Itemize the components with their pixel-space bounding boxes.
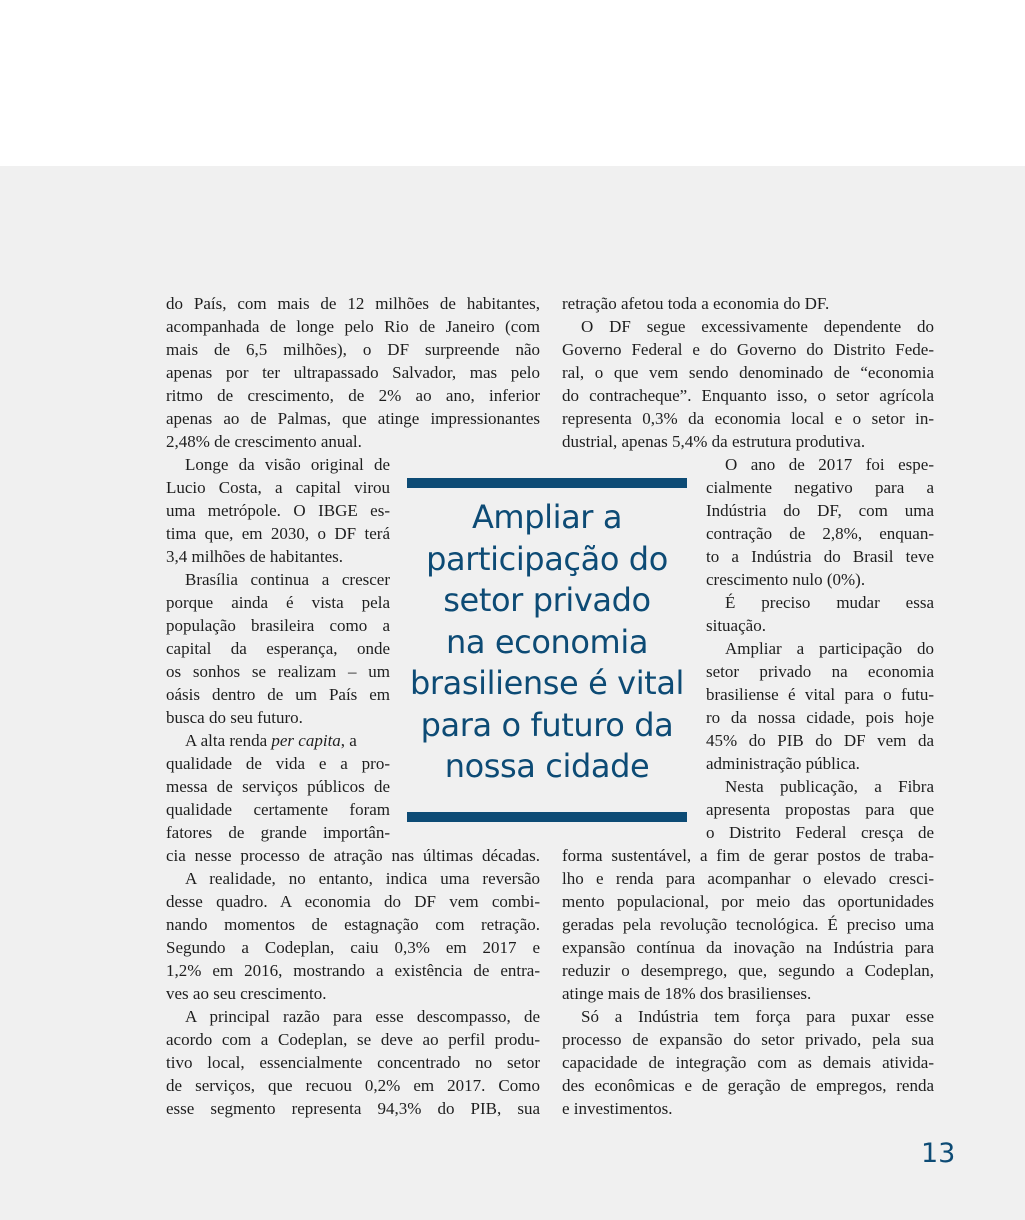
paragraph-line: brasiliense é vital para o futu- <box>706 685 934 704</box>
pull-quote-top-rule <box>407 478 687 488</box>
italic-term-per-capita: per capita <box>271 731 341 750</box>
paragraph-line: ves ao seu crescimento. <box>166 984 327 1003</box>
paragraph-line: crescimento nulo (0%). <box>706 570 866 589</box>
paragraph-line: Governo Federal e do Governo do Distrito Fede- <box>562 340 934 359</box>
paragraph-line: atinge mais de 18% dos brasilienses. <box>562 984 812 1003</box>
paragraph-line: qualidade certamente foram <box>166 800 390 819</box>
pull-quote-bottom-rule <box>407 812 687 822</box>
pull-quote-line: setor privado <box>443 581 651 619</box>
paragraph-line: mais de 6,5 milhões), o DF surpreende não <box>166 340 540 359</box>
paragraph-line: Ampliar a participação do <box>725 639 934 658</box>
paragraph-line: Segundo a Codeplan, caiu 0,3% em 2017 e <box>166 938 540 957</box>
paragraph-line: do contracheque”. Enquanto isso, o setor agrícola <box>562 386 934 405</box>
paragraph-line: capital da esperança, onde <box>166 639 390 658</box>
paragraph-line: É preciso mudar essa <box>725 593 934 612</box>
paragraph-line: O DF segue excessivamente dependente do <box>581 317 934 336</box>
paragraph-line: Indústria do DF, com uma <box>706 501 934 520</box>
paragraph-line: os sonhos se realizam – um <box>166 662 390 681</box>
paragraph-line: uma metrópole. O IBGE es- <box>166 501 390 520</box>
paragraph-line: oásis dentro de um País em <box>166 685 390 704</box>
page-number: 13 <box>921 1138 956 1169</box>
paragraph-line: mento populacional, por meio das oportunidades <box>562 892 934 911</box>
paragraph-line: Nesta publicação, a Fibra <box>725 777 934 796</box>
paragraph-line: ro da nossa cidade, pois hoje <box>706 708 934 727</box>
paragraph-line: o Distrito Federal cresça de <box>706 823 934 842</box>
paragraph-line: processo de expansão do setor privado, pela sua <box>562 1030 934 1049</box>
text-run: , a <box>340 731 357 750</box>
pull-quote-line: participação do <box>426 539 668 578</box>
paragraph-line: situação. <box>706 616 766 635</box>
paragraph-line: Só a Indústria tem força para puxar esse <box>581 1007 934 1026</box>
paragraph-line: capacidade de integração com as demais ativida- <box>562 1053 934 1072</box>
paragraph-line: tivo local, essencialmente concentrado no setor <box>166 1053 540 1072</box>
paragraph-line: 45% do PIB do DF vem da <box>706 731 934 750</box>
paragraph-line: messa de serviços públicos de <box>166 777 390 796</box>
paragraph-line: do País, com mais de 12 milhões de habitantes, <box>166 294 540 313</box>
paragraph-line: apresenta propostas para que <box>706 800 934 819</box>
pull-quote-line: na economia <box>445 622 649 661</box>
paragraph-line: des econômicas e de geração de empregos, renda <box>562 1076 934 1095</box>
pull-quote-line: nossa cidade <box>444 747 650 785</box>
paragraph-line: tima que, em 2030, o DF terá <box>166 524 390 543</box>
paragraph-line: Longe da visão original de <box>185 455 390 474</box>
paragraph-line: A principal razão para esse descompasso, de <box>185 1007 540 1026</box>
text-run: A alta renda <box>185 731 272 750</box>
paragraph-line: acompanhada de longe pelo Rio de Janeiro (com <box>166 317 540 336</box>
paragraph-line: reduzir o desemprego, que, segundo a Codeplan, <box>562 961 934 980</box>
paragraph-line: Lucio Costa, a capital virou <box>166 478 390 497</box>
paragraph-line: esse segmento representa 94,3% do PIB, sua <box>166 1099 540 1118</box>
paragraph-line: A realidade, no entanto, indica uma reversão <box>185 869 540 888</box>
paragraph-line: e investimentos. <box>562 1099 673 1118</box>
paragraph-line: forma sustentável, a fim de gerar postos de traba- <box>562 846 934 865</box>
paragraph-line: to a Indústria do Brasil teve <box>706 547 934 566</box>
paragraph-line: população brasileira como a <box>166 616 390 635</box>
paragraph-line: contração de 2,8%, enquan- <box>706 524 934 543</box>
pull-quote-line: para o futuro da <box>420 705 674 744</box>
paragraph-line: representa 0,3% da economia local e o setor in- <box>562 409 934 428</box>
paragraph-line: cialmente negativo para a <box>706 478 934 497</box>
paragraph-line: setor privado na economia <box>706 662 934 681</box>
pull-quote-line: Ampliar a <box>471 498 623 536</box>
paragraph-line: fatores de grande importân- <box>166 823 390 842</box>
paragraph-line: 2,48% de crescimento anual. <box>166 432 362 451</box>
paragraph-line: 3,4 milhões de habitantes. <box>166 547 344 566</box>
paragraph-line: nando momentos de estagnação com retração. <box>166 915 540 934</box>
paragraph-line: 1,2% em 2016, mostrando a existência de entra- <box>166 961 540 980</box>
paragraph-line: administração pública. <box>706 754 860 773</box>
pull-quote <box>407 497 687 788</box>
paragraph-line: ritmo de crescimento, de 2% ao ano, inferior <box>166 386 540 405</box>
paragraph-line: Brasília continua a crescer <box>185 570 390 589</box>
paragraph-line: busca do seu futuro. <box>166 708 303 727</box>
paragraph-line: de serviços, que recuou 0,2% em 2017. Como <box>166 1076 540 1095</box>
paragraph-line: acordo com a Codeplan, se deve ao perfil produ- <box>166 1030 540 1049</box>
paragraph-line: geradas pela revolução tecnológica. É preciso uma <box>562 915 934 934</box>
paragraph-line: retração afetou toda a economia do DF. <box>562 294 830 313</box>
paragraph-line: dustrial, apenas 5,4% da estrutura produtiva. <box>562 432 866 451</box>
pull-quote-line: brasiliense é vital <box>409 664 685 702</box>
paragraph-line: qualidade de vida e a pro- <box>166 754 390 773</box>
paragraph-line: cia nesse processo de atração nas últimas décadas. <box>166 846 540 865</box>
paragraph-line: O ano de 2017 foi espe- <box>725 455 934 474</box>
paragraph-line: desse quadro. A economia do DF vem combi- <box>166 892 540 911</box>
paragraph-line: porque ainda é vista pela <box>166 593 390 612</box>
paragraph-line: lho e renda para acompanhar o elevado cresci- <box>562 869 934 888</box>
paragraph-line-per-capita <box>185 729 390 752</box>
paragraph-line: apenas por ter ultrapassado Salvador, mas pelo <box>166 363 540 382</box>
paragraph-line: expansão contínua da inovação na Indústria para <box>562 938 934 957</box>
paragraph-line: apenas ao de Palmas, que atinge impressionantes <box>166 409 540 428</box>
paragraph-line: ral, o que vem sendo denominado de “economia <box>562 363 934 382</box>
